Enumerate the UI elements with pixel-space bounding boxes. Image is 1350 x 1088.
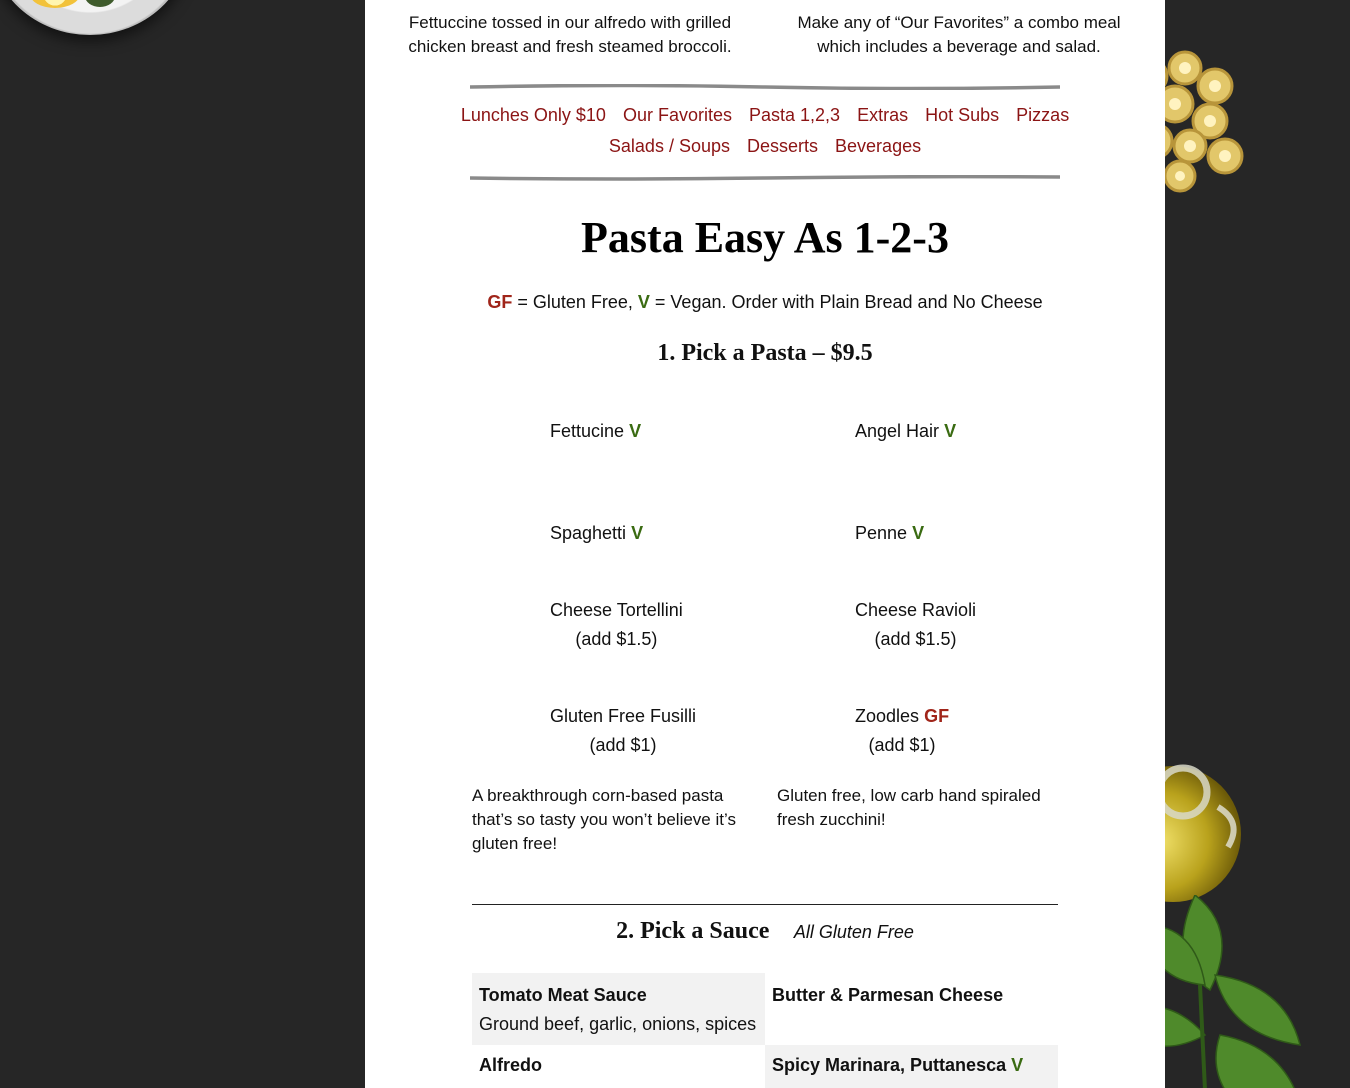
sauce-name: Tomato Meat Sauce — [479, 985, 647, 1005]
pasta-name: Spaghetti — [550, 523, 627, 543]
pasta-name: Cheese Ravioli — [855, 600, 977, 620]
gf-badge: GF — [487, 292, 513, 312]
sauce-option-alfredo[interactable] — [472, 1045, 765, 1088]
pasta-name: Penne — [855, 523, 908, 543]
pasta-option-cheese-ravioli[interactable] — [855, 596, 976, 654]
nav-desserts[interactable]: Desserts — [747, 136, 819, 156]
vegan-legend-text: = Vegan. Order with Plain Bread and No Cheese — [649, 292, 1043, 312]
sauce-option-tomato-meat[interactable] — [472, 973, 765, 1045]
sauce-description: Ground beef, garlic, onions, spices — [479, 1014, 757, 1034]
table-row — [472, 973, 1058, 1045]
diet-legend — [365, 292, 1165, 313]
pasta-surcharge: (add $1.5) — [575, 629, 658, 649]
pasta-name: Zoodles — [855, 706, 920, 726]
sauce-name: Butter & Parmesan Cheese — [772, 985, 1004, 1005]
pasta-name: Cheese Tortellini — [550, 600, 683, 620]
vegan-badge: V — [912, 523, 925, 543]
menu-page — [365, 0, 1165, 1088]
sauce-table — [472, 973, 1058, 1088]
nav-hot-subs[interactable]: Hot Subs — [925, 105, 1000, 125]
fusilli-description: A breakthrough corn-based pasta that’s so tasty you won’t believe it’s gluten free! — [472, 786, 736, 853]
pasta-option-zoodles[interactable] — [855, 702, 949, 760]
gf-legend-text: = Gluten Free, — [512, 292, 638, 312]
step2-header — [365, 918, 1165, 945]
menu-category-nav — [425, 100, 1105, 162]
chicken-alfredo-description: Fettuccine tossed in our alfredo with grilled chicken breast and fresh steamed broccoli. — [408, 13, 732, 56]
vegan-badge: V — [944, 421, 957, 441]
pasta-name: Angel Hair — [855, 421, 940, 441]
gf-badge: GF — [924, 706, 950, 726]
page-title: Pasta Easy As 1-2-3 — [581, 213, 949, 262]
vegan-badge: V — [1011, 1055, 1024, 1075]
step2-note: All Gluten Free — [793, 922, 914, 942]
pasta-option-fettucine[interactable] — [550, 417, 641, 446]
lemon-slice-icon — [30, 0, 80, 8]
nav-pizzas[interactable]: Pizzas — [1016, 105, 1070, 125]
vegan-badge: V — [637, 292, 650, 312]
pasta-option-spaghetti[interactable] — [550, 519, 643, 548]
pasta-option-penne[interactable] — [855, 519, 924, 548]
vegan-badge: V — [631, 523, 644, 543]
nav-beverages[interactable]: Beverages — [835, 136, 922, 156]
pasta-surcharge: (add $1) — [589, 735, 657, 755]
pasta-option-cheese-tortellini[interactable] — [550, 596, 683, 654]
herb-icon — [85, 0, 115, 7]
nav-our-favorites[interactable]: Our Favorites — [622, 105, 732, 125]
nav-lunches[interactable]: Lunches Only $10 — [460, 105, 606, 125]
pasta-surcharge: (add $1) — [868, 735, 936, 755]
vegan-badge: V — [629, 421, 642, 441]
nav-extras[interactable]: Extras — [857, 105, 909, 125]
step2-heading: 2. Pick a Sauce — [616, 918, 770, 944]
sauce-option-spicy-marinara[interactable] — [765, 1045, 1058, 1088]
sauce-name: Alfredo — [479, 1055, 542, 1075]
combo-meal-description: Make any of “Our Favorites” a combo meal which includes a beverage and salad. — [797, 13, 1121, 56]
step1-heading: 1. Pick a Pasta – $9.5 — [657, 340, 873, 366]
zoodles-description: Gluten free, low carb hand spiraled fresh zucchini! — [777, 786, 1041, 829]
nav-pasta-123[interactable]: Pasta 1,2,3 — [748, 105, 841, 125]
brush-divider — [470, 84, 1060, 90]
pasta-name: Fettucine — [550, 421, 625, 441]
pasta-surcharge: (add $1.5) — [874, 629, 957, 649]
section-divider — [472, 904, 1058, 905]
table-row — [472, 1045, 1058, 1088]
pasta-option-gluten-free-fusilli[interactable] — [550, 702, 696, 760]
pasta-name: Gluten Free Fusilli — [550, 706, 697, 726]
pasta-option-angel-hair[interactable] — [855, 417, 956, 446]
sauce-name: Spicy Marinara, Puttanesca V — [772, 1055, 1024, 1075]
pasta-plate-image — [0, 0, 190, 35]
sauce-option-butter-parmesan[interactable] — [765, 973, 1058, 1045]
nav-salads-soups[interactable]: Salads / Soups — [608, 136, 730, 156]
brush-divider — [470, 175, 1060, 181]
